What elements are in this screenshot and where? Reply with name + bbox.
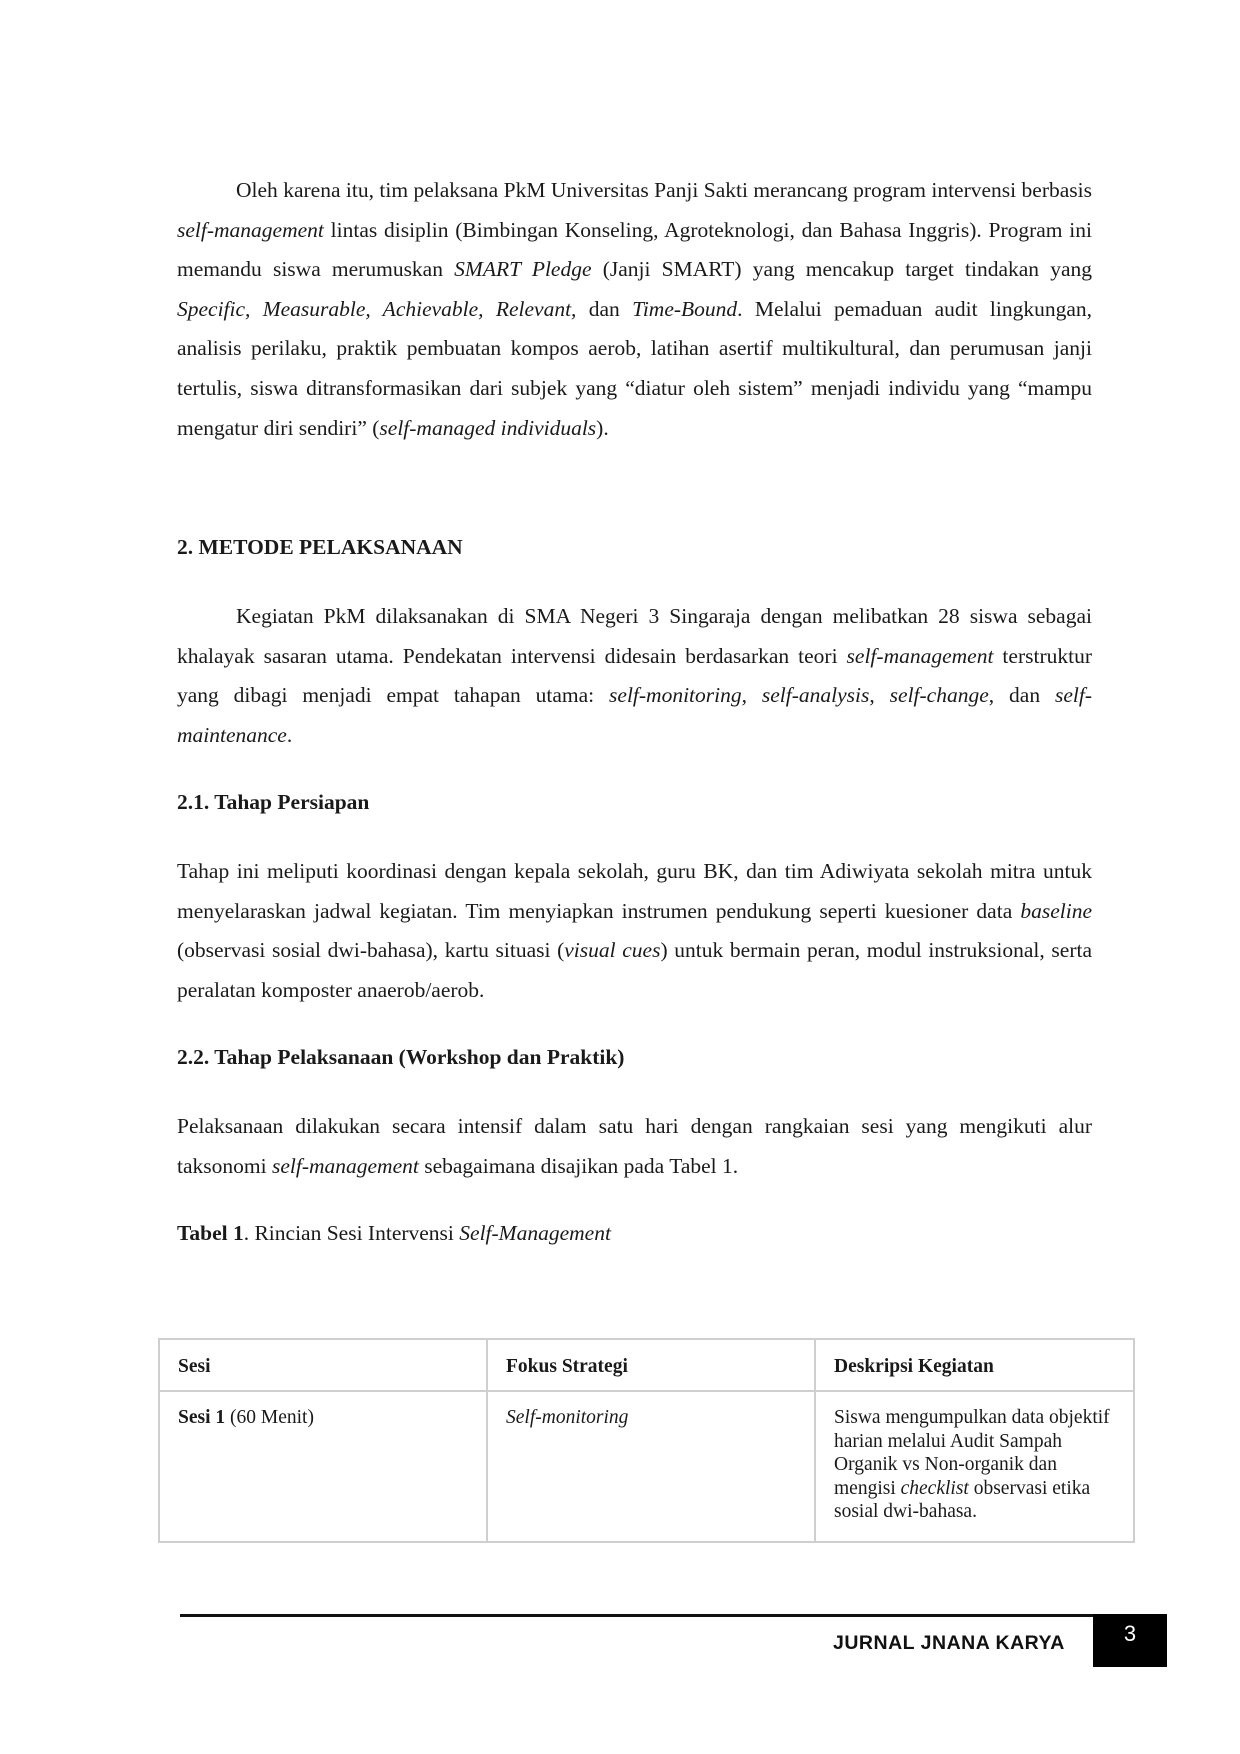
table-caption: Tabel 1. Rincian Sesi Intervensi Self-Management — [177, 1221, 611, 1245]
footer-rule — [180, 1614, 1093, 1617]
table-header-row — [159, 1339, 1134, 1391]
sessions-table — [158, 1338, 1135, 1543]
column-header-fokus-strategi: Fokus Strategi — [487, 1339, 815, 1391]
table-row — [159, 1391, 1134, 1542]
section-2-2-heading: 2.2. Tahap Pelaksanaan (Workshop dan Praktik) — [177, 1045, 625, 1069]
section-2-2-paragraph: Pelaksanaan dilakukan secara intensif dalam satu hari dengan rangkaian sesi yang mengikuti alur taksonomi self-management sebagaimana disajikan pada Tabel 1. — [177, 1114, 1092, 1178]
column-header-sesi: Sesi — [159, 1339, 487, 1391]
description-cell: Siswa mengumpulkan data objektif harian melalui Audit Sampah Organik vs Non-organik dan mengisi checklist observasi etika sosial dwi-bahasa. — [815, 1391, 1134, 1542]
intro-paragraph: Oleh karena itu, tim pelaksana PkM Universitas Panji Sakti merancang program intervensi berbasis self-management lintas disiplin (Bimbingan Konseling, Agroteknologi, dan Bahasa Inggris). Program ini memandu siswa merumuskan SMART Pledge (Janji SMART) yang mencakup target tindakan yang Specific, Measurable, Achievable, Relevant, dan Time-Bound. Melalui pemaduan audit lingkungan, analisis perilaku, praktik pembuatan kompos aerob, latihan asertif multikultural, dan perumusan janji tertulis, siswa ditransformasikan dari subjek yang “diatur oleh sistem” menjadi individu yang “mampu mengatur diri sendiri” (self-managed individuals). — [177, 178, 1093, 440]
journal-name: JURNAL JNANA KARYA — [833, 1632, 1065, 1654]
strategy-cell: Self-monitoring — [487, 1391, 815, 1542]
section-2-paragraph: Kegiatan PkM dilaksanakan di SMA Negeri 3 Singaraja dengan melibatkan 28 siswa sebagai khalayak sasaran utama. Pendekatan intervensi didesain berdasarkan teori self-management terstruktur yang dibagi menjadi empat tahapan utama: self-monitoring, self-analysis, self-change, dan self-maintenance. — [177, 604, 1092, 747]
section-2-1-paragraph: Tahap ini meliputi koordinasi dengan kepala sekolah, guru BK, dan tim Adiwiyata sekolah mitra untuk menyelaraskan jadwal kegiatan. Tim menyiapkan instrumen pendukung seperti kuesioner data baseline (observasi sosial dwi-bahasa), kartu situasi (visual cues) untuk bermain peran, modul instruksional, serta peralatan komposter anaerob/aerob. — [177, 859, 1092, 1002]
session-cell: Sesi 1 (60 Menit) — [159, 1391, 487, 1542]
page-number: 3 — [1093, 1614, 1167, 1667]
section-2-1-heading: 2.1. Tahap Persiapan — [177, 790, 370, 814]
section-2-heading: 2. METODE PELAKSANAAN — [177, 535, 463, 559]
column-header-deskripsi-kegiatan: Deskripsi Kegiatan — [815, 1339, 1134, 1391]
